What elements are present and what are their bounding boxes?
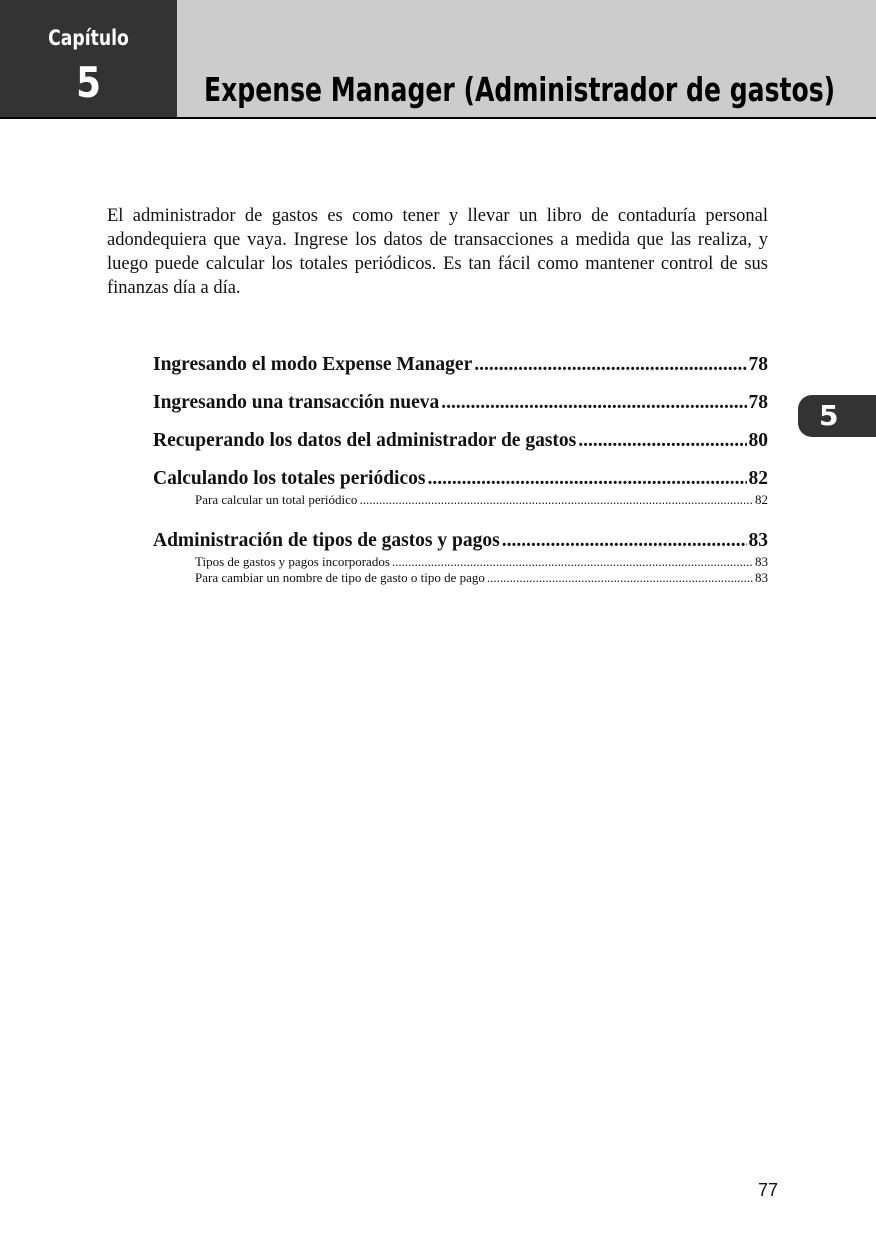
table-of-contents <box>153 352 768 586</box>
dot-leader <box>487 570 753 586</box>
dot-leader <box>441 390 746 416</box>
toc-entry[interactable] <box>153 528 768 554</box>
dot-leader <box>359 492 753 508</box>
toc-label: Administración de tipos de gastos y pagos <box>153 530 500 551</box>
toc-page: 83 <box>748 530 768 551</box>
toc-subentry[interactable] <box>153 570 768 586</box>
dot-leader <box>502 528 747 554</box>
dot-leader <box>578 428 746 454</box>
toc-entry[interactable] <box>153 466 768 492</box>
toc-page: 78 <box>748 392 768 413</box>
toc-label: Para cambiar un nombre de tipo de gasto o tipo de pago <box>195 570 485 585</box>
chapter-label: Capítulo <box>48 26 129 50</box>
page-number: 77 <box>758 1180 779 1200</box>
chapter-side-tab: 5 <box>798 395 876 437</box>
toc-subentry[interactable] <box>153 554 768 570</box>
toc-entry[interactable] <box>153 390 768 428</box>
dot-leader <box>392 554 753 570</box>
toc-label: Calculando los totales periódicos <box>153 468 426 489</box>
toc-label: Tipos de gastos y pagos incorporados <box>195 554 390 569</box>
toc-label: Para calcular un total periódico <box>195 492 358 507</box>
chapter-number: 5 <box>76 58 101 107</box>
toc-page: 82 <box>748 468 768 489</box>
toc-entry[interactable] <box>153 428 768 466</box>
toc-subentry[interactable] <box>153 492 768 508</box>
toc-page: 80 <box>748 430 768 451</box>
toc-label: Recuperando los datos del administrador de gastos <box>153 430 577 451</box>
toc-page: 82 <box>755 492 768 507</box>
toc-entry[interactable] <box>153 352 768 390</box>
toc-page: 78 <box>748 354 768 375</box>
dot-leader <box>474 352 746 378</box>
dot-leader <box>427 466 746 492</box>
intro-paragraph: El administrador de gastos es como tener y llevar un libro de contaduría personal adondequiera que vaya. Ingrese los datos de transacciones a medida que las realiza, y luego puede calcular los totales periódicos. Es tan fácil como mantener control de sus finanzas día a día. <box>107 206 768 298</box>
chapter-box <box>0 0 177 117</box>
chapter-title: Expense Manager (Administrador de gastos) <box>204 70 836 109</box>
toc-label: Ingresando una transacción nueva <box>153 392 440 413</box>
toc-label: Ingresando el modo Expense Manager <box>153 354 473 375</box>
toc-page: 83 <box>755 554 768 569</box>
chapter-header <box>0 0 876 119</box>
toc-page: 83 <box>755 570 768 585</box>
